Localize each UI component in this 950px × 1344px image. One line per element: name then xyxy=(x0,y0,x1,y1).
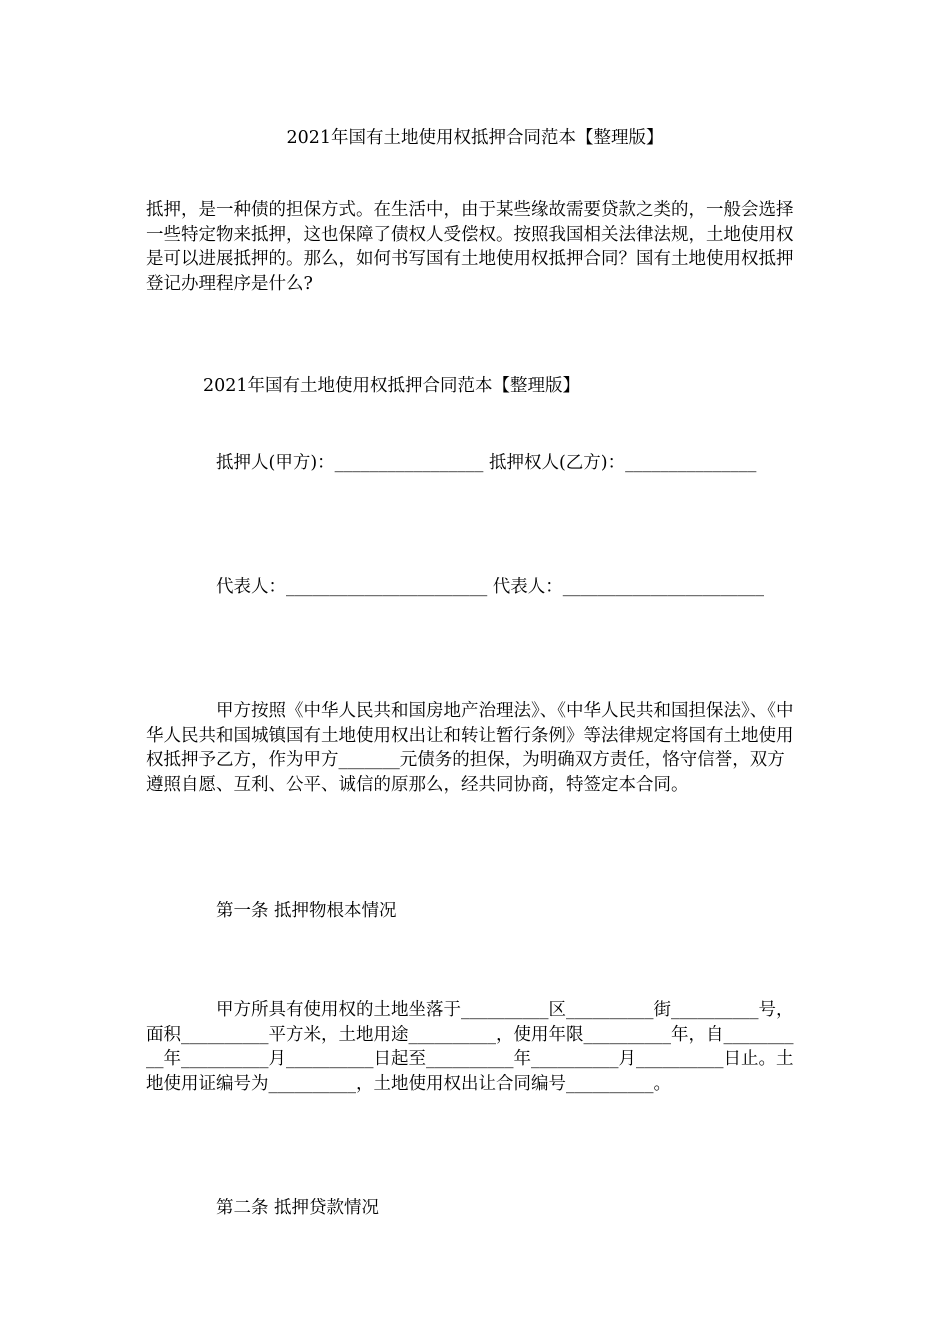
intro-paragraph: 抵押，是一种债的担保方式。在生活中，由于某些缘故需要贷款之类的，一般会选择一些特定物来抵押，这也保障了债权人受偿权。按照我国相关法律法规，土地使用权是可以进展抵押的。那么，如何书写国有土地使用权抵押合同？国有土地使用权抵押登记办理程序是什么? xyxy=(146,200,794,294)
document-title: 2021年国有土地使用权抵押合同范本【整理版】 xyxy=(286,128,664,148)
contract-title: 2021年国有土地使用权抵押合同范本【整理版】 xyxy=(203,376,581,396)
article-1-heading: 第一条 抵押物根本情况 xyxy=(146,901,397,921)
representatives-line: 代表人：_______________________ 代表人：_______________________ xyxy=(146,577,765,597)
article-1-body: 甲方所具有使用权的土地坐落于__________区__________街__________号，面积__________平方米，土地用途__________，使用年限__________年，自__________年__________月__________日起至__________年__________月__________日止。土地使用证编号为__________，土地使用权出让合同编号__________。 xyxy=(146,1000,794,1094)
article-2-heading: 第二条 抵押贷款情况 xyxy=(146,1198,380,1218)
preamble-paragraph: 甲方按照《中华人民共和国房地产治理法》、《中华人民共和国担保法》、《中华人民共和国城镇国有土地使用权出让和转让暂行条例》等法律规定将国有土地使用权抵押予乙方，作为甲方_______元债务的担保，为明确双方责任，恪守信誉，双方遵照自愿、互利、公平、诚信的原那么，经共同协商，特签定本合同。 xyxy=(146,701,794,795)
parties-line: 抵押人(甲方)：_________________ 抵押权人(乙方)：_______________ xyxy=(146,453,757,473)
